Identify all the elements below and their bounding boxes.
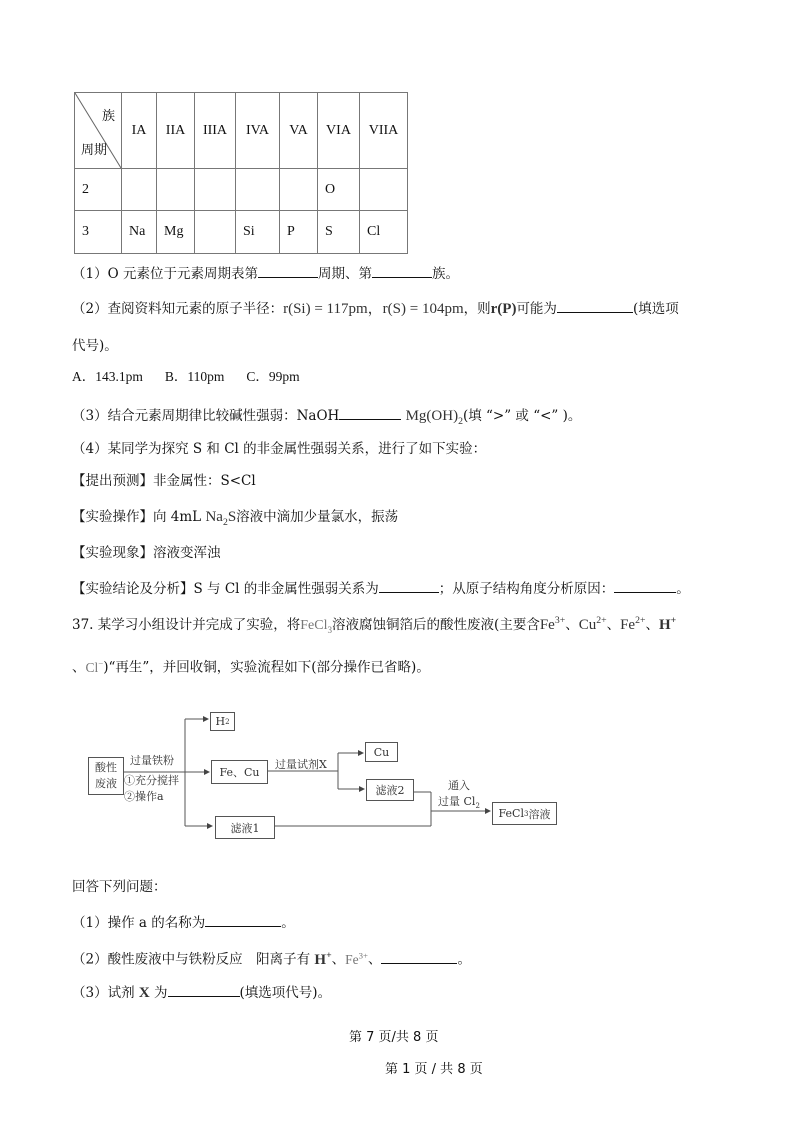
period-cell: 3 — [75, 211, 122, 254]
answer-blank[interactable] — [381, 949, 457, 964]
group-header: VIIA — [360, 93, 408, 169]
period-cell: 2 — [75, 169, 122, 211]
reagent-x: X — [138, 985, 150, 1001]
option-b: B．110pm — [164, 369, 225, 384]
h2-box: H 2 — [210, 712, 235, 731]
group-header: IA — [122, 93, 157, 169]
element-cell: Cl — [360, 211, 408, 254]
na2s-formula: $Na_2S$ — [205, 509, 237, 528]
q37-line1: 37. 某学习小组设计并完成了实验，将FeCl$_3$溶液腐蚀铜箔后的酸性废液(主要含$Fe^{3+}$、$Cu^{2+}$、$Fe^{2+}$、H+ — [72, 615, 677, 635]
step2-label: 过量试剂X — [275, 758, 327, 771]
ion-fe2: $Fe^{2+}$ — [620, 615, 646, 633]
radius-formula: r(Si) = 117pm，r(S) = 104pm — [283, 301, 464, 317]
ion-cu2: $Cu^{2+}$ — [578, 615, 607, 633]
group-header: VIA — [318, 93, 360, 169]
mgoh2-formula: $Mg(OH)_2$ — [405, 408, 463, 427]
page-number-inner: 第 7 页/共 8 页 — [349, 1030, 439, 1045]
q36-part2-cont: 代号)。 — [72, 338, 118, 354]
period-label: 周期 — [81, 143, 108, 158]
element-cell: Mg — [157, 211, 195, 254]
ion-h: H+ — [314, 949, 332, 968]
filtrate1-box: 滤液1 — [215, 816, 275, 839]
q36-part1: （1）O 元素位于元素周期表第 周期、第 族。 — [72, 263, 459, 283]
element-cell: O — [318, 169, 360, 211]
q37-line2: 、Cl−)“再生”，并回收铜，实验流程如下(部分操作已省略)。 — [72, 658, 430, 676]
phenomenon: 【实验现象】溶液变浑浊 — [72, 545, 221, 561]
fe-cu-box: Fe、Cu — [211, 760, 268, 784]
filtrate2-box: 滤液2 — [366, 779, 414, 801]
step1-label-3: ②操作a — [124, 790, 164, 803]
conclusion: 【实验结论及分析】S 与 Cl 的非金属性强弱关系为 ；从原子结构角度分析原因： 。 — [72, 578, 690, 598]
operation: 【实验操作】向 4mL $Na_2S$溶液中滴加少量氯水，振荡 — [72, 509, 399, 528]
q36-part2: （2）查阅资料知元素的原子半径：r(Si) = 117pm，r(S) = 104pm，则r(P)可能为 (填选项 — [72, 298, 679, 318]
step1-label-1: 过量铁粉 — [130, 754, 174, 767]
q37-part3: （3）试剂 X 为 (填选项代号)。 — [72, 982, 331, 1002]
cu-box: Cu — [365, 742, 398, 762]
step1-label-2: ①充分搅拌 — [124, 774, 179, 787]
element-cell: S — [318, 211, 360, 254]
element-cell: Si — [236, 211, 280, 254]
answer-blank[interactable] — [168, 982, 240, 997]
answer-intro: 回答下列问题： — [72, 879, 167, 895]
q36-part3: （3）结合元素周期律比较碱性强弱：NaOH $Mg(OH)_2$(填 “>” 或 “<” )。 — [72, 405, 581, 431]
fecl3-formula: FeCl$_3$ — [300, 618, 333, 635]
group-header: VA — [280, 93, 318, 169]
option-a: A．143.1pm — [72, 369, 143, 384]
step3-label-2: 过量 $Cl_2$ — [438, 795, 480, 811]
prediction: 【提出预测】非金属性：S<Cl — [72, 473, 256, 489]
ion-cl: Cl− — [85, 658, 104, 675]
ion-h: H+ — [658, 615, 677, 633]
element-cell: Na — [122, 211, 157, 254]
element-cell: P — [280, 211, 318, 254]
group-header: IIIA — [195, 93, 236, 169]
step3-label-1: 通入 — [448, 779, 470, 792]
rp-formula: r(P) — [490, 301, 517, 317]
q36-part4: （4）某同学为探究 S 和 Cl 的非金属性强弱关系，进行了如下实验： — [72, 441, 487, 457]
page-number-outer: 第 1 页 / 共 8 页 — [385, 1062, 483, 1077]
group-header: IVA — [236, 93, 280, 169]
ion-fe3: $Fe^{3+}$ — [345, 950, 368, 967]
waste-liquid-box: 酸性 废液 — [88, 757, 124, 795]
group-label: 族 — [101, 109, 115, 124]
fecl3-solution-box: FeCl 3 溶液 — [492, 802, 557, 825]
group-header: IIA — [157, 93, 195, 169]
answer-blank[interactable] — [205, 912, 281, 927]
option-c: C．99pm — [246, 369, 300, 384]
ion-fe3: $Fe^{3+}$ — [539, 615, 566, 633]
q37-part2: （2）酸性废液中与铁粉反应 阳离子有 H+、$Fe^{3+}$、 。 — [72, 949, 471, 968]
q37-part1: （1）操作 a 的名称为 。 — [72, 912, 295, 932]
